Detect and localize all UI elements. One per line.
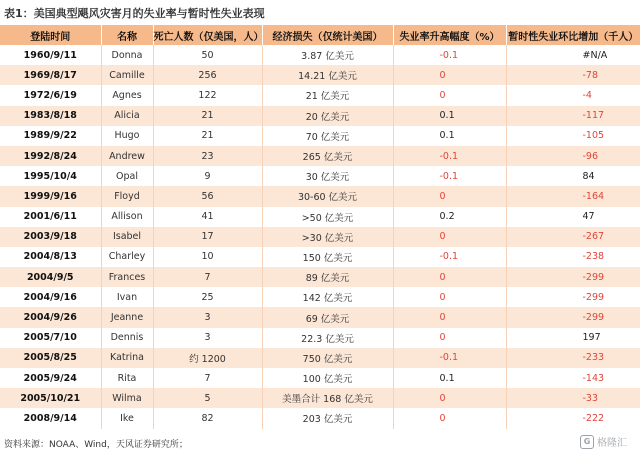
- cell-deaths: 23: [153, 146, 262, 166]
- cell-unemployment-rise: 0: [393, 388, 506, 408]
- table-row: [0, 287, 640, 307]
- cell-landing-date: 2004/9/5: [0, 267, 101, 287]
- cell-hurricane-name: Allison: [101, 207, 153, 227]
- cell-landing-date: 1983/8/18: [0, 106, 101, 126]
- cell-temporary-unemployment: 197: [506, 328, 640, 348]
- cell-economic-loss: 70 亿美元: [262, 126, 393, 146]
- table-row: [0, 408, 640, 428]
- cell-hurricane-name: Ivan: [101, 287, 153, 307]
- cell-economic-loss: 150 亿美元: [262, 247, 393, 267]
- cell-economic-loss: 265 亿美元: [262, 146, 393, 166]
- cell-deaths: 41: [153, 207, 262, 227]
- cell-unemployment-rise: 0: [393, 186, 506, 206]
- watermark: [580, 434, 627, 449]
- cell-hurricane-name: Alicia: [101, 106, 153, 126]
- cell-temporary-unemployment: -105: [506, 126, 640, 146]
- cell-economic-loss: 203 亿美元: [262, 408, 393, 428]
- cell-landing-date: 2004/9/16: [0, 287, 101, 307]
- cell-temporary-unemployment: -222: [506, 408, 640, 428]
- header-name: 名称: [101, 25, 153, 45]
- cell-temporary-unemployment: -117: [506, 106, 640, 126]
- table-row: [0, 247, 640, 267]
- cell-unemployment-rise: 0: [393, 287, 506, 307]
- table-row: [0, 328, 640, 348]
- cell-economic-loss: 美墨合计 168 亿美元: [262, 388, 393, 408]
- cell-landing-date: 2008/9/14: [0, 408, 101, 428]
- cell-hurricane-name: Ike: [101, 408, 153, 428]
- cell-unemployment-rise: 0: [393, 267, 506, 287]
- cell-temporary-unemployment: 47: [506, 207, 640, 227]
- cell-unemployment-rise: 0: [393, 85, 506, 105]
- cell-economic-loss: 30 亿美元: [262, 166, 393, 186]
- cell-economic-loss: 142 亿美元: [262, 287, 393, 307]
- cell-temporary-unemployment: 84: [506, 166, 640, 186]
- header-economic-loss: 经济损失（仅统计美国）: [262, 25, 393, 45]
- cell-temporary-unemployment: -96: [506, 146, 640, 166]
- table-row: [0, 348, 640, 368]
- cell-deaths: 21: [153, 126, 262, 146]
- cell-unemployment-rise: 0.1: [393, 368, 506, 388]
- cell-unemployment-rise: 0.2: [393, 207, 506, 227]
- cell-hurricane-name: Hugo: [101, 126, 153, 146]
- cell-economic-loss: >30 亿美元: [262, 227, 393, 247]
- cell-deaths: 25: [153, 287, 262, 307]
- cell-hurricane-name: Andrew: [101, 146, 153, 166]
- table-row: [0, 307, 640, 327]
- cell-temporary-unemployment: -4: [506, 85, 640, 105]
- cell-unemployment-rise: -0.1: [393, 247, 506, 267]
- table-row: [0, 388, 640, 408]
- cell-landing-date: 2004/9/26: [0, 307, 101, 327]
- cell-unemployment-rise: 0: [393, 227, 506, 247]
- cell-landing-date: 2005/10/21: [0, 388, 101, 408]
- cell-deaths: 3: [153, 307, 262, 327]
- cell-deaths: 82: [153, 408, 262, 428]
- cell-unemployment-rise: 0.1: [393, 126, 506, 146]
- header-temporary-unemployment: 暂时性失业环比增加（千人）: [506, 25, 640, 45]
- cell-economic-loss: 14.21 亿美元: [262, 65, 393, 85]
- cell-deaths: 10: [153, 247, 262, 267]
- cell-hurricane-name: Camille: [101, 65, 153, 85]
- table-row: [0, 45, 640, 65]
- cell-deaths: 5: [153, 388, 262, 408]
- table-row: [0, 267, 640, 287]
- cell-unemployment-rise: -0.1: [393, 45, 506, 65]
- cell-temporary-unemployment: -299: [506, 307, 640, 327]
- header-landing-date: 登陆时间: [0, 25, 101, 45]
- cell-temporary-unemployment: -299: [506, 287, 640, 307]
- cell-landing-date: 1960/9/11: [0, 45, 101, 65]
- cell-hurricane-name: Rita: [101, 368, 153, 388]
- cell-landing-date: 2005/8/25: [0, 348, 101, 368]
- cell-unemployment-rise: 0: [393, 307, 506, 327]
- cell-economic-loss: 21 亿美元: [262, 85, 393, 105]
- cell-hurricane-name: Wilma: [101, 388, 153, 408]
- cell-hurricane-name: Agnes: [101, 85, 153, 105]
- cell-temporary-unemployment: -267: [506, 227, 640, 247]
- cell-hurricane-name: Donna: [101, 45, 153, 65]
- cell-landing-date: 1972/6/19: [0, 85, 101, 105]
- cell-hurricane-name: Charley: [101, 247, 153, 267]
- cell-economic-loss: 22.3 亿美元: [262, 328, 393, 348]
- table-row: [0, 207, 640, 227]
- cell-economic-loss: 3.87 亿美元: [262, 45, 393, 65]
- cell-landing-date: 2004/8/13: [0, 247, 101, 267]
- cell-deaths: 21: [153, 106, 262, 126]
- table-header-row: [0, 25, 640, 45]
- header-unemployment-rise: 失业率升高幅度（%）: [393, 25, 506, 45]
- table-row: [0, 186, 640, 206]
- g-logo-icon: G: [580, 435, 594, 449]
- watermark-text: 格隆汇: [597, 438, 627, 449]
- hurricane-table: [0, 25, 640, 429]
- cell-landing-date: 1989/9/22: [0, 126, 101, 146]
- cell-economic-loss: 100 亿美元: [262, 368, 393, 388]
- cell-deaths: 50: [153, 45, 262, 65]
- cell-hurricane-name: Jeanne: [101, 307, 153, 327]
- header-deaths: 死亡人数（仅美国，人）: [153, 25, 262, 45]
- cell-deaths: 约 1200: [153, 348, 262, 368]
- cell-temporary-unemployment: -233: [506, 348, 640, 368]
- table-row: [0, 106, 640, 126]
- table-body: [0, 45, 640, 429]
- table-title: 表1：美国典型飓风灾害月的失业率与暂时性失业表现: [4, 7, 265, 20]
- table-row: [0, 85, 640, 105]
- table-row: [0, 166, 640, 186]
- cell-hurricane-name: Dennis: [101, 328, 153, 348]
- cell-economic-loss: 20 亿美元: [262, 106, 393, 126]
- cell-deaths: 56: [153, 186, 262, 206]
- cell-landing-date: 2001/6/11: [0, 207, 101, 227]
- cell-deaths: 3: [153, 328, 262, 348]
- cell-landing-date: 2003/9/18: [0, 227, 101, 247]
- cell-unemployment-rise: -0.1: [393, 348, 506, 368]
- cell-landing-date: 1999/9/16: [0, 186, 101, 206]
- cell-temporary-unemployment: -78: [506, 65, 640, 85]
- cell-unemployment-rise: 0.1: [393, 106, 506, 126]
- cell-deaths: 256: [153, 65, 262, 85]
- cell-deaths: 7: [153, 267, 262, 287]
- cell-temporary-unemployment: #N/A: [506, 45, 640, 65]
- cell-temporary-unemployment: -33: [506, 388, 640, 408]
- cell-landing-date: 1992/8/24: [0, 146, 101, 166]
- cell-temporary-unemployment: -164: [506, 186, 640, 206]
- cell-landing-date: 1995/10/4: [0, 166, 101, 186]
- cell-hurricane-name: Katrina: [101, 348, 153, 368]
- cell-temporary-unemployment: -238: [506, 247, 640, 267]
- cell-economic-loss: 750 亿美元: [262, 348, 393, 368]
- cell-unemployment-rise: 0: [393, 328, 506, 348]
- cell-landing-date: 2005/7/10: [0, 328, 101, 348]
- cell-deaths: 9: [153, 166, 262, 186]
- cell-economic-loss: 69 亿美元: [262, 307, 393, 327]
- table-row: [0, 368, 640, 388]
- cell-economic-loss: 89 亿美元: [262, 267, 393, 287]
- cell-economic-loss: 30-60 亿美元: [262, 186, 393, 206]
- cell-unemployment-rise: 0: [393, 65, 506, 85]
- cell-temporary-unemployment: -299: [506, 267, 640, 287]
- cell-landing-date: 1969/8/17: [0, 65, 101, 85]
- cell-unemployment-rise: -0.1: [393, 146, 506, 166]
- cell-temporary-unemployment: -143: [506, 368, 640, 388]
- table-row: [0, 146, 640, 166]
- cell-economic-loss: >50 亿美元: [262, 207, 393, 227]
- cell-unemployment-rise: -0.1: [393, 166, 506, 186]
- source-note: 资料来源：NOAA、Wind，天风证券研究所；: [4, 440, 188, 450]
- cell-landing-date: 2005/9/24: [0, 368, 101, 388]
- cell-hurricane-name: Floyd: [101, 186, 153, 206]
- table-row: [0, 227, 640, 247]
- table-row: [0, 65, 640, 85]
- cell-hurricane-name: Opal: [101, 166, 153, 186]
- cell-unemployment-rise: 0: [393, 408, 506, 428]
- cell-hurricane-name: Frances: [101, 267, 153, 287]
- table-row: [0, 126, 640, 146]
- cell-deaths: 17: [153, 227, 262, 247]
- cell-hurricane-name: Isabel: [101, 227, 153, 247]
- cell-deaths: 7: [153, 368, 262, 388]
- cell-deaths: 122: [153, 85, 262, 105]
